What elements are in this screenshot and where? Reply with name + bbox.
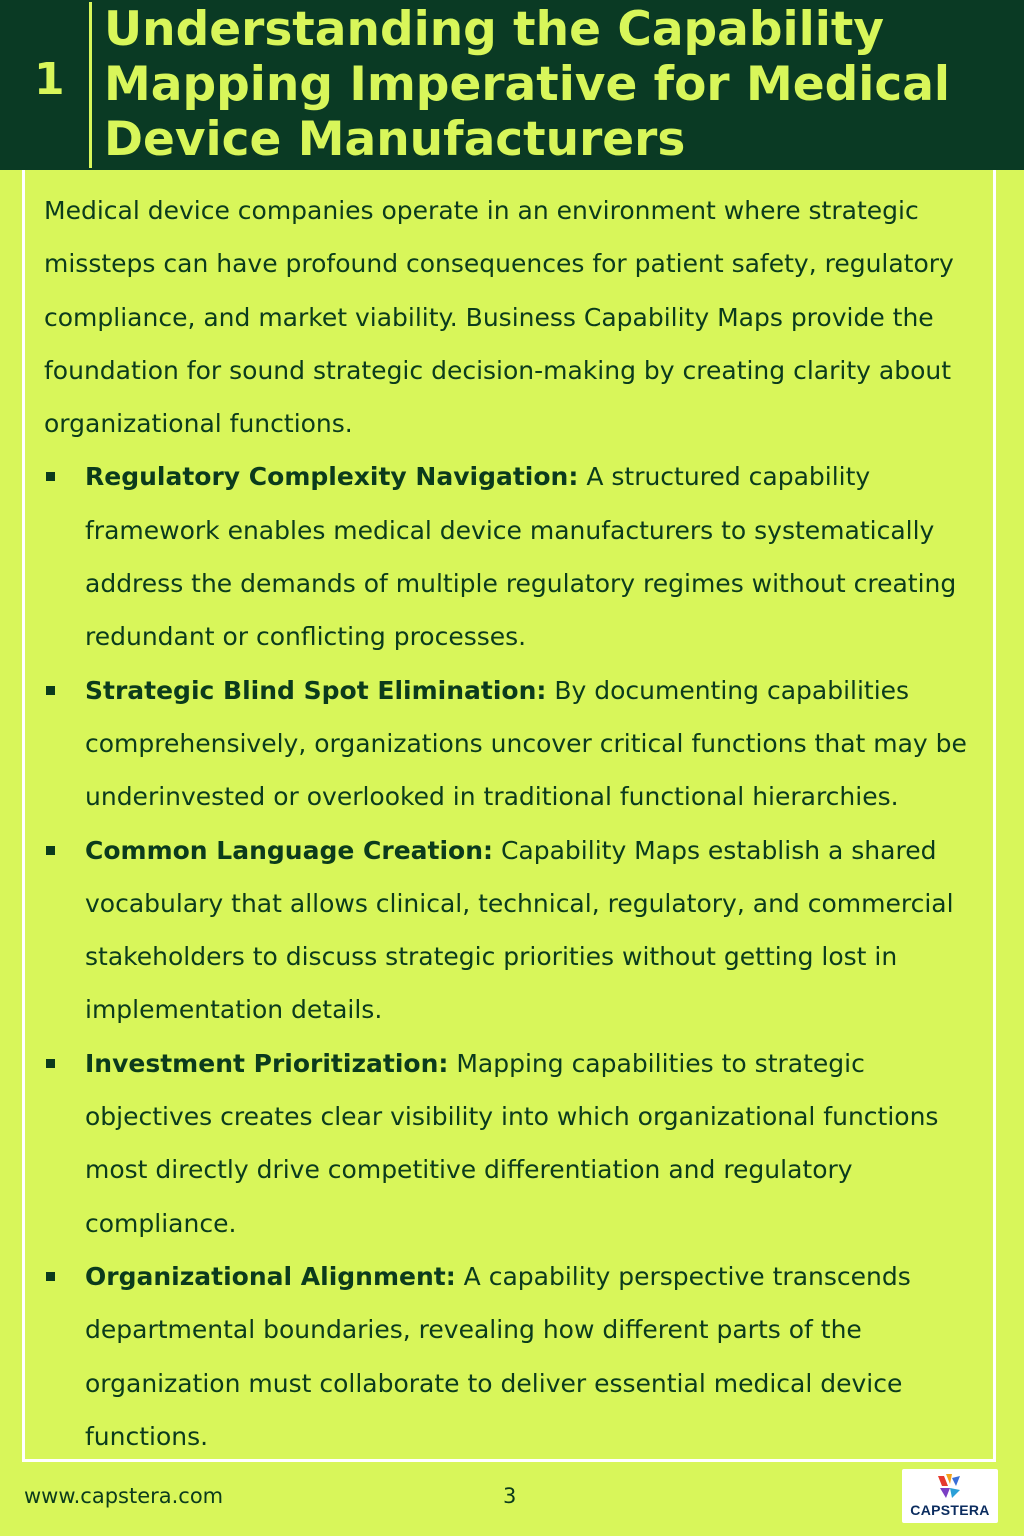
list-item <box>44 450 994 663</box>
bullet-term: Strategic Blind Spot Elimination: <box>85 675 547 705</box>
square-bullet-icon <box>46 846 55 855</box>
page-title: Understanding the Capability Mapping Imperative for Medical Device Manufacturers <box>104 2 951 167</box>
bullet-text: A structured capability framework enables medical device manufacturers to systematically address the demands of multiple regulatory regimes without creating redundant or conflicting processes. <box>85 462 957 652</box>
list-item <box>44 1250 994 1463</box>
header-divider <box>89 2 92 168</box>
list-item <box>44 664 994 824</box>
list-item <box>44 1037 994 1250</box>
bullet-text: A capability perspective transcends departmental boundaries, revealing how different parts of the organization must collaborate to deliver essential medical device functions. <box>85 1261 911 1451</box>
square-bullet-icon <box>46 472 55 481</box>
intro-paragraph: Medical device companies operate in an environment where strategic missteps can have profound consequences for patient safety, regulatory compliance, and market viability. Business Capability Maps provide the foundation for sound strategic decision-making by creating clarity about organizational functions. <box>44 196 954 439</box>
bullet-text: Capability Maps establish a shared vocabulary that allows clinical, technical, regulatory, and commercial stakeholders to discuss strategic priorities without getting lost in implementation details. <box>85 835 954 1025</box>
section-number: 1 <box>34 54 65 105</box>
bullet-term: Common Language Creation: <box>85 835 494 865</box>
square-bullet-icon <box>46 1059 55 1068</box>
list-item <box>44 824 994 1037</box>
square-bullet-icon <box>46 686 55 695</box>
page-number: 3 <box>503 1484 517 1508</box>
square-bullet-icon <box>46 1272 55 1281</box>
bullet-term: Investment Prioritization: <box>85 1048 449 1078</box>
content-body <box>44 184 994 1463</box>
bullet-text: By documenting capabilities comprehensively, organizations uncover critical functions that may be underinvested or overlooked in traditional functional hierarchies. <box>85 675 967 812</box>
logo-mark-icon <box>932 1472 968 1502</box>
capstera-logo <box>902 1469 998 1523</box>
footer-website-link[interactable]: www.capstera.com <box>24 1484 224 1508</box>
bullet-list <box>44 450 994 1463</box>
logo-text: CAPSTERA <box>910 1502 990 1518</box>
bullet-term: Organizational Alignment: <box>85 1261 456 1291</box>
bullet-term: Regulatory Complexity Navigation: <box>85 462 579 492</box>
header-bar <box>0 0 1024 170</box>
bullet-text: Mapping capabilities to strategic objectives creates clear visibility into which organizational functions most directly drive competitive differentiation and regulatory compliance. <box>85 1048 939 1238</box>
